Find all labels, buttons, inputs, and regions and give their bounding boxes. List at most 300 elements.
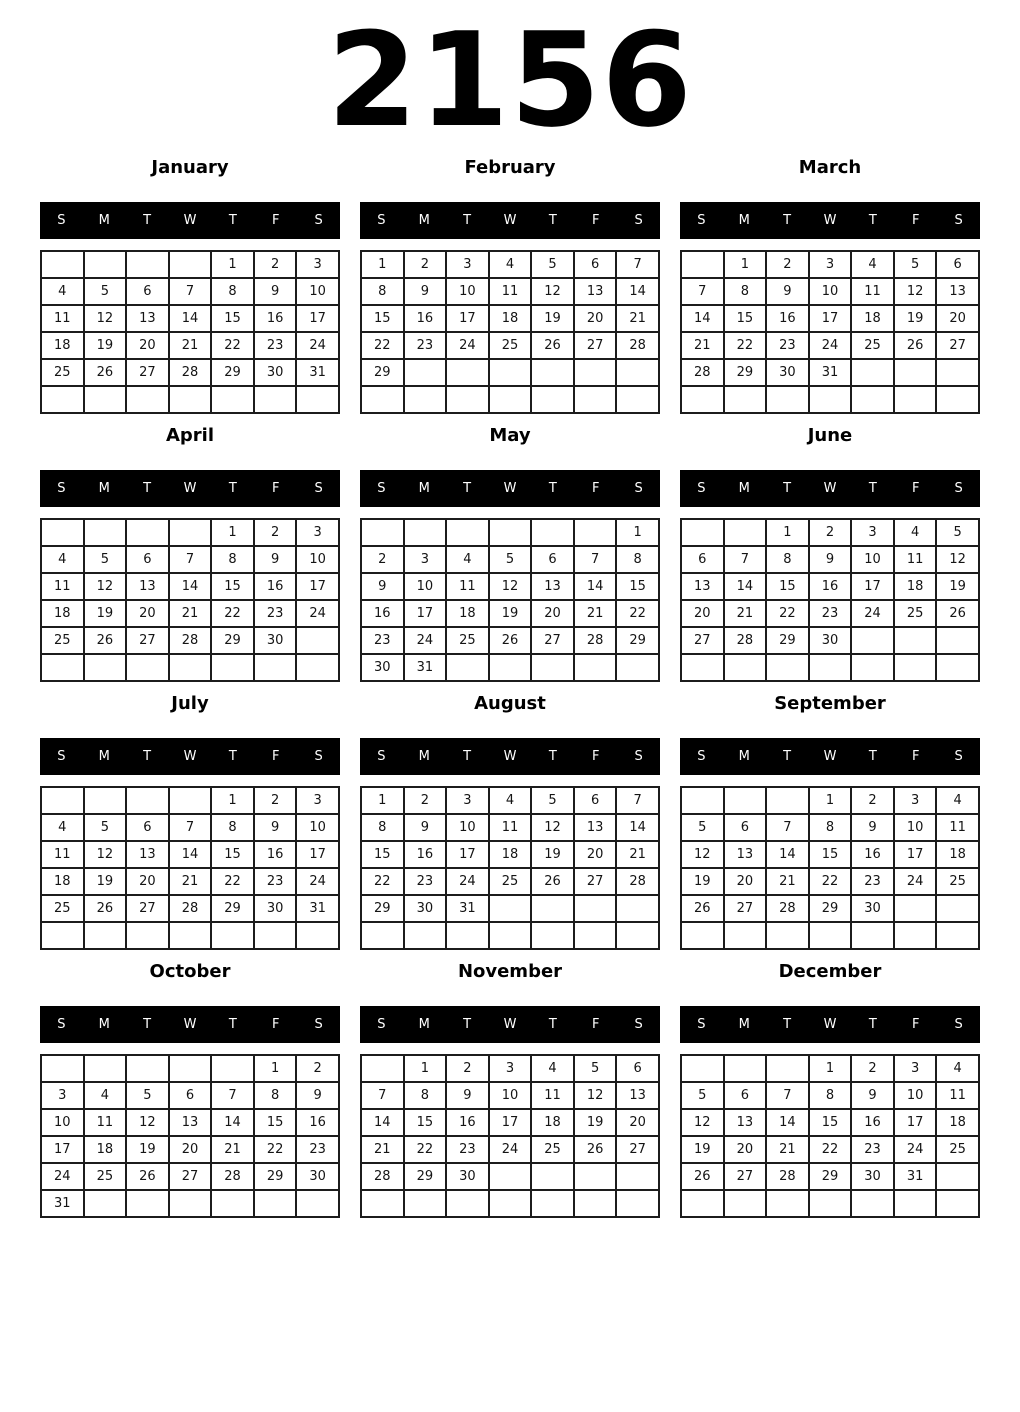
month-name: July	[171, 693, 209, 714]
empty-day-cell	[169, 654, 212, 681]
month-days-table	[40, 250, 340, 414]
empty-day-cell	[489, 654, 532, 681]
week-row	[681, 627, 979, 654]
day-cell: 1	[361, 251, 404, 278]
day-cell: 9	[361, 573, 404, 600]
week-row	[361, 1136, 659, 1163]
day-cell: 4	[531, 1055, 574, 1082]
weekday-label: S	[634, 481, 643, 496]
weekday-header-row	[40, 470, 340, 507]
week-row	[681, 1190, 979, 1217]
empty-day-cell	[894, 895, 937, 922]
day-cell: 18	[41, 868, 84, 895]
weekday-label: F	[911, 481, 920, 496]
day-cell: 2	[766, 251, 809, 278]
day-cell: 13	[574, 814, 617, 841]
day-cell: 12	[574, 1082, 617, 1109]
day-cell: 26	[531, 868, 574, 895]
month-block	[360, 426, 660, 682]
day-cell: 8	[211, 814, 254, 841]
day-cell: 19	[894, 305, 937, 332]
empty-day-cell	[681, 251, 724, 278]
empty-day-cell	[296, 386, 339, 413]
day-cell: 11	[936, 814, 979, 841]
weekday-label: S	[697, 1017, 706, 1032]
empty-day-cell	[211, 922, 254, 949]
day-cell: 21	[681, 332, 724, 359]
day-cell: 29	[404, 1163, 447, 1190]
day-cell: 24	[446, 868, 489, 895]
day-cell: 1	[809, 1055, 852, 1082]
day-cell: 10	[489, 1082, 532, 1109]
month-name: December	[778, 961, 882, 982]
weekday-label: W	[823, 481, 837, 496]
weekday-label: T	[143, 1017, 152, 1032]
week-row	[41, 546, 339, 573]
day-cell: 7	[616, 787, 659, 814]
day-cell: 30	[851, 1163, 894, 1190]
empty-day-cell	[361, 922, 404, 949]
weekday-label: S	[634, 213, 643, 228]
weekday-label: T	[463, 481, 472, 496]
weekday-header-row	[680, 1006, 980, 1043]
week-row	[681, 922, 979, 949]
week-row	[41, 1136, 339, 1163]
weekday-label: W	[183, 749, 197, 764]
empty-day-cell	[126, 1190, 169, 1217]
day-cell: 7	[616, 251, 659, 278]
day-cell: 1	[766, 519, 809, 546]
day-cell: 30	[766, 359, 809, 386]
month-name: February	[464, 157, 556, 178]
day-cell: 8	[766, 546, 809, 573]
empty-day-cell	[851, 1190, 894, 1217]
empty-day-cell	[681, 519, 724, 546]
week-row	[41, 278, 339, 305]
day-cell: 2	[296, 1055, 339, 1082]
empty-day-cell	[724, 519, 767, 546]
week-row	[681, 386, 979, 413]
day-cell: 11	[489, 278, 532, 305]
day-cell: 24	[296, 332, 339, 359]
day-cell: 29	[211, 895, 254, 922]
weekday-label: T	[548, 213, 557, 228]
day-cell: 27	[936, 332, 979, 359]
weekday-label: T	[143, 749, 152, 764]
weekday-label: W	[823, 1017, 837, 1032]
day-cell: 26	[489, 627, 532, 654]
empty-day-cell	[531, 895, 574, 922]
day-cell: 21	[574, 600, 617, 627]
day-cell: 14	[361, 1109, 404, 1136]
empty-day-cell	[531, 922, 574, 949]
day-cell: 14	[766, 841, 809, 868]
day-cell: 4	[489, 787, 532, 814]
weekday-label: T	[868, 481, 877, 496]
empty-day-cell	[489, 386, 532, 413]
empty-day-cell	[531, 1163, 574, 1190]
day-cell: 18	[936, 1109, 979, 1136]
day-cell: 30	[361, 654, 404, 681]
day-cell: 19	[531, 305, 574, 332]
empty-day-cell	[404, 922, 447, 949]
day-cell: 23	[296, 1136, 339, 1163]
day-cell: 12	[681, 841, 724, 868]
empty-day-cell	[531, 654, 574, 681]
weekday-label: F	[271, 749, 280, 764]
weekday-label: M	[98, 749, 110, 764]
month-days-table	[680, 1054, 980, 1218]
weekday-label: T	[868, 213, 877, 228]
empty-day-cell	[531, 1190, 574, 1217]
day-cell: 10	[446, 814, 489, 841]
week-row	[361, 251, 659, 278]
weekday-label: F	[911, 213, 920, 228]
day-cell: 14	[681, 305, 724, 332]
day-cell: 30	[809, 627, 852, 654]
empty-day-cell	[936, 895, 979, 922]
day-cell: 16	[404, 841, 447, 868]
empty-day-cell	[84, 654, 127, 681]
day-cell: 18	[851, 305, 894, 332]
day-cell: 12	[894, 278, 937, 305]
day-cell: 8	[809, 814, 852, 841]
day-cell: 22	[211, 868, 254, 895]
day-cell: 13	[936, 278, 979, 305]
month-days-table	[360, 1054, 660, 1218]
empty-day-cell	[126, 654, 169, 681]
day-cell: 28	[766, 895, 809, 922]
day-cell: 3	[296, 519, 339, 546]
empty-day-cell	[41, 251, 84, 278]
day-cell: 18	[531, 1109, 574, 1136]
weekday-label: F	[271, 213, 280, 228]
week-row	[361, 841, 659, 868]
day-cell: 22	[361, 332, 404, 359]
empty-day-cell	[681, 654, 724, 681]
day-cell: 5	[84, 814, 127, 841]
day-cell: 9	[404, 814, 447, 841]
empty-day-cell	[681, 1190, 724, 1217]
day-cell: 24	[894, 1136, 937, 1163]
day-cell: 31	[296, 895, 339, 922]
day-cell: 26	[126, 1163, 169, 1190]
month-days-table	[680, 250, 980, 414]
week-row	[41, 386, 339, 413]
empty-day-cell	[254, 386, 297, 413]
day-cell: 11	[936, 1082, 979, 1109]
day-cell: 22	[254, 1136, 297, 1163]
weekday-label: T	[463, 1017, 472, 1032]
day-cell: 16	[404, 305, 447, 332]
day-cell: 24	[446, 332, 489, 359]
empty-day-cell	[766, 386, 809, 413]
week-row	[681, 600, 979, 627]
empty-day-cell	[851, 386, 894, 413]
weekday-label: S	[57, 481, 66, 496]
empty-day-cell	[531, 386, 574, 413]
day-cell: 2	[254, 519, 297, 546]
day-cell: 18	[489, 305, 532, 332]
day-cell: 8	[254, 1082, 297, 1109]
day-cell: 27	[616, 1136, 659, 1163]
day-cell: 11	[84, 1109, 127, 1136]
day-cell: 17	[446, 841, 489, 868]
month-block	[40, 694, 340, 950]
day-cell: 9	[851, 814, 894, 841]
day-cell: 26	[681, 1163, 724, 1190]
day-cell: 4	[936, 787, 979, 814]
day-cell: 14	[616, 278, 659, 305]
day-cell: 16	[254, 841, 297, 868]
day-cell: 5	[894, 251, 937, 278]
week-row	[361, 1082, 659, 1109]
day-cell: 21	[169, 868, 212, 895]
day-cell: 21	[616, 305, 659, 332]
empty-day-cell	[894, 359, 937, 386]
month-name: November	[457, 961, 563, 982]
weekday-label: M	[738, 213, 750, 228]
day-cell: 9	[809, 546, 852, 573]
day-cell: 19	[681, 1136, 724, 1163]
day-cell: 11	[851, 278, 894, 305]
day-cell: 10	[851, 546, 894, 573]
day-cell: 2	[254, 787, 297, 814]
day-cell: 14	[766, 1109, 809, 1136]
empty-day-cell	[724, 1190, 767, 1217]
empty-day-cell	[681, 386, 724, 413]
day-cell: 18	[446, 600, 489, 627]
day-cell: 26	[84, 359, 127, 386]
day-cell: 17	[296, 573, 339, 600]
day-cell: 23	[446, 1136, 489, 1163]
weekday-label: M	[738, 481, 750, 496]
week-row	[41, 1109, 339, 1136]
day-cell: 12	[126, 1109, 169, 1136]
empty-day-cell	[84, 1190, 127, 1217]
weekday-label: M	[98, 481, 110, 496]
day-cell: 3	[851, 519, 894, 546]
day-cell: 3	[489, 1055, 532, 1082]
week-row	[41, 519, 339, 546]
day-cell: 7	[169, 546, 212, 573]
day-cell: 9	[254, 278, 297, 305]
day-cell: 27	[681, 627, 724, 654]
day-cell: 15	[616, 573, 659, 600]
week-row	[361, 386, 659, 413]
day-cell: 17	[446, 305, 489, 332]
day-cell: 27	[126, 895, 169, 922]
day-cell: 27	[169, 1163, 212, 1190]
day-cell: 3	[809, 251, 852, 278]
day-cell: 7	[766, 814, 809, 841]
day-cell: 9	[851, 1082, 894, 1109]
weekday-label: T	[228, 749, 237, 764]
month-block	[680, 962, 980, 1218]
empty-day-cell	[446, 654, 489, 681]
empty-day-cell	[616, 386, 659, 413]
day-cell: 24	[851, 600, 894, 627]
day-cell: 24	[404, 627, 447, 654]
empty-day-cell	[724, 386, 767, 413]
day-cell: 13	[616, 1082, 659, 1109]
empty-day-cell	[574, 895, 617, 922]
week-row	[41, 332, 339, 359]
empty-day-cell	[766, 1055, 809, 1082]
day-cell: 28	[574, 627, 617, 654]
months-grid	[0, 158, 1020, 1218]
weekday-label: S	[954, 749, 963, 764]
month-days-table	[40, 518, 340, 682]
day-cell: 22	[211, 600, 254, 627]
weekday-label: S	[954, 1017, 963, 1032]
day-cell: 29	[616, 627, 659, 654]
day-cell: 8	[809, 1082, 852, 1109]
day-cell: 28	[616, 868, 659, 895]
day-cell: 27	[574, 332, 617, 359]
day-cell: 18	[41, 332, 84, 359]
empty-day-cell	[361, 1190, 404, 1217]
empty-day-cell	[724, 922, 767, 949]
day-cell: 6	[126, 546, 169, 573]
week-row	[681, 278, 979, 305]
weekday-label: W	[503, 481, 517, 496]
day-cell: 3	[446, 787, 489, 814]
day-cell: 10	[894, 814, 937, 841]
day-cell: 25	[41, 627, 84, 654]
weekday-label: S	[57, 1017, 66, 1032]
weekday-label: S	[57, 213, 66, 228]
empty-day-cell	[851, 627, 894, 654]
empty-day-cell	[211, 1055, 254, 1082]
empty-day-cell	[574, 1163, 617, 1190]
weekday-label: M	[738, 1017, 750, 1032]
day-cell: 9	[296, 1082, 339, 1109]
week-row	[681, 1136, 979, 1163]
day-cell: 1	[211, 787, 254, 814]
weekday-header-row	[680, 738, 980, 775]
day-cell: 14	[574, 573, 617, 600]
day-cell: 1	[361, 787, 404, 814]
empty-day-cell	[616, 1163, 659, 1190]
empty-day-cell	[41, 386, 84, 413]
day-cell: 19	[489, 600, 532, 627]
day-cell: 4	[41, 278, 84, 305]
empty-day-cell	[404, 519, 447, 546]
day-cell: 7	[169, 278, 212, 305]
month-name: September	[774, 693, 886, 714]
week-row	[41, 305, 339, 332]
empty-day-cell	[296, 654, 339, 681]
empty-day-cell	[126, 787, 169, 814]
day-cell: 3	[296, 787, 339, 814]
day-cell: 9	[446, 1082, 489, 1109]
month-block	[40, 158, 340, 414]
day-cell: 2	[404, 787, 447, 814]
weekday-label: S	[314, 749, 323, 764]
day-cell: 31	[296, 359, 339, 386]
day-cell: 28	[616, 332, 659, 359]
week-row	[361, 546, 659, 573]
month-block	[40, 426, 340, 682]
day-cell: 20	[681, 600, 724, 627]
day-cell: 25	[41, 895, 84, 922]
day-cell: 30	[404, 895, 447, 922]
day-cell: 5	[681, 1082, 724, 1109]
day-cell: 20	[169, 1136, 212, 1163]
day-cell: 3	[446, 251, 489, 278]
empty-day-cell	[446, 519, 489, 546]
day-cell: 5	[531, 251, 574, 278]
day-cell: 26	[894, 332, 937, 359]
day-cell: 11	[531, 1082, 574, 1109]
day-cell: 22	[809, 868, 852, 895]
empty-day-cell	[936, 359, 979, 386]
day-cell: 3	[404, 546, 447, 573]
day-cell: 28	[766, 1163, 809, 1190]
weekday-label: F	[911, 1017, 920, 1032]
empty-day-cell	[404, 386, 447, 413]
month-block	[680, 158, 980, 414]
empty-day-cell	[809, 922, 852, 949]
empty-day-cell	[41, 1055, 84, 1082]
month-days-table	[360, 518, 660, 682]
empty-day-cell	[766, 654, 809, 681]
day-cell: 7	[574, 546, 617, 573]
empty-day-cell	[616, 922, 659, 949]
day-cell: 31	[809, 359, 852, 386]
day-cell: 11	[489, 814, 532, 841]
week-row	[361, 922, 659, 949]
week-row	[361, 868, 659, 895]
empty-day-cell	[446, 386, 489, 413]
month-days-table	[360, 786, 660, 950]
day-cell: 16	[254, 573, 297, 600]
weekday-label: S	[57, 749, 66, 764]
day-cell: 23	[809, 600, 852, 627]
day-cell: 22	[809, 1136, 852, 1163]
weekday-label: T	[548, 481, 557, 496]
week-row	[361, 654, 659, 681]
month-block	[360, 962, 660, 1218]
week-row	[681, 654, 979, 681]
empty-day-cell	[936, 386, 979, 413]
day-cell: 21	[169, 600, 212, 627]
empty-day-cell	[296, 922, 339, 949]
week-row	[361, 332, 659, 359]
weekday-header-row	[360, 738, 660, 775]
day-cell: 14	[169, 841, 212, 868]
weekday-label: W	[823, 213, 837, 228]
empty-day-cell	[41, 922, 84, 949]
week-row	[361, 1109, 659, 1136]
day-cell: 29	[211, 359, 254, 386]
day-cell: 2	[809, 519, 852, 546]
empty-day-cell	[574, 519, 617, 546]
day-cell: 17	[894, 1109, 937, 1136]
month-days-table	[680, 786, 980, 950]
day-cell: 25	[894, 600, 937, 627]
day-cell: 15	[809, 1109, 852, 1136]
day-cell: 20	[126, 868, 169, 895]
day-cell: 21	[211, 1136, 254, 1163]
day-cell: 19	[936, 573, 979, 600]
day-cell: 5	[126, 1082, 169, 1109]
empty-day-cell	[211, 1190, 254, 1217]
week-row	[41, 895, 339, 922]
day-cell: 19	[681, 868, 724, 895]
empty-day-cell	[894, 386, 937, 413]
